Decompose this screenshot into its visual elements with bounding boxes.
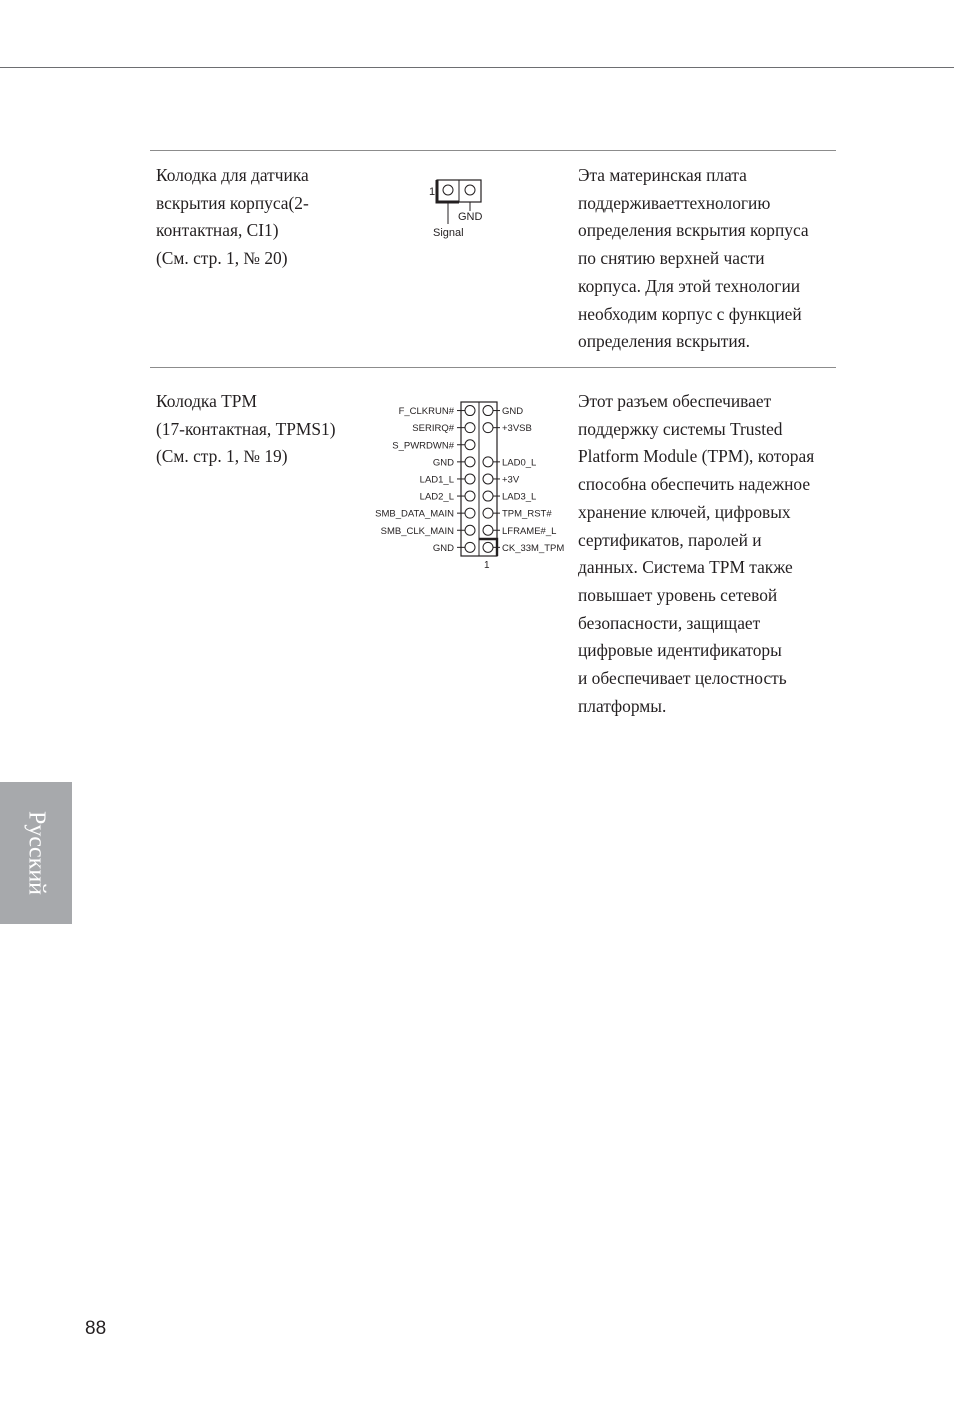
tpm-right-pin-label: TPM_RST# — [502, 508, 552, 520]
header-rule — [0, 67, 954, 68]
ci1-desc-line: необходим корпус с функцией — [578, 303, 802, 324]
tpm-left-pin-label: LAD1_L — [419, 474, 454, 486]
language-tab-label: Русский — [23, 811, 50, 895]
tpm-pin-circle — [483, 542, 493, 552]
ci1-name-line: вскрытия корпуса(2- — [156, 192, 309, 213]
tpm-right-pin-label: LAD3_L — [502, 491, 537, 503]
tpm-pin-circle — [465, 406, 475, 416]
tpm-desc-line: Platform Module (TPM), которая — [578, 446, 815, 467]
tpm-left-pin-label: SMB_CLK_MAIN — [380, 525, 454, 537]
ci1-signal-label: Signal — [433, 227, 464, 239]
tpm-right-pin-label: LFRAME#_L — [502, 525, 557, 537]
tpm-left-pin-label: LAD2_L — [419, 491, 454, 503]
tpm-pin-circle — [483, 525, 493, 535]
ci1-desc-line: корпуса. Для этой технологии — [578, 275, 801, 296]
tpm-right-pin-label: LAD0_L — [502, 457, 537, 469]
tpm-pin-circle — [465, 525, 475, 535]
tpm-description — [578, 388, 814, 720]
tpm-pin1-label: 1 — [484, 560, 490, 571]
ci1-desc-line: поддерживаеттехнологию — [578, 192, 771, 213]
tpm-pin-circle — [483, 491, 493, 501]
tpm-pin-circle — [465, 474, 475, 484]
tpm-left-pin-label: GND — [432, 542, 454, 554]
tpm-desc-line: Этот разъем обеспечивает — [578, 391, 772, 411]
table-row-divider — [150, 367, 836, 368]
tpm-pin-circle — [465, 423, 475, 433]
ci1-description — [578, 162, 809, 356]
tpm-pin-circle — [465, 491, 475, 501]
tpm-desc-line: сертификатов, паролей и — [578, 529, 762, 550]
tpm-pin-circle — [465, 440, 475, 450]
tpm-header-name — [156, 388, 336, 471]
tpm-right-pin-label: CK_33M_TPM — [502, 542, 565, 554]
ci1-pin-diagram — [424, 174, 494, 244]
tpm-left-pin-label: SERIRQ# — [412, 423, 454, 435]
ci1-pin1-label: 1 — [429, 186, 436, 198]
tpm-name-line: Колодка TPM — [156, 391, 257, 411]
tpm-left-pin-label: GND — [432, 457, 454, 469]
tpm-pin-circle — [483, 423, 493, 433]
tpm-desc-line: данных. Система TPM также — [578, 557, 793, 578]
tpm-desc-line: цифровые идентификаторы — [578, 640, 782, 661]
tpm-desc-line: поддержку системы Trusted — [578, 418, 783, 439]
ci1-desc-line: определения вскрытия корпуса — [578, 220, 809, 241]
ci1-desc-line: Эта материнская плата — [578, 165, 747, 185]
tpm-left-pin-label: SMB_DATA_MAIN — [375, 508, 454, 520]
ci1-pin-circle — [443, 185, 453, 195]
ci1-pin-circle — [465, 185, 475, 195]
tpm-desc-line: платформы. — [578, 695, 667, 716]
ci1-name-line: (См. стр. 1, № 20) — [156, 248, 288, 269]
tpm-left-pin-label: S_PWRDWN# — [392, 440, 454, 452]
tpm-pin-circle — [483, 457, 493, 467]
tpm-pin-circle — [465, 457, 475, 467]
tpm-pin-circle — [483, 474, 493, 484]
ci1-desc-line: по снятию верхней части — [578, 248, 765, 269]
table-top-rule — [150, 150, 836, 151]
tpm-pin-circle — [483, 508, 493, 518]
ci1-name-line: контактная, CI1) — [156, 220, 279, 241]
tpm-right-pin-label: GND — [502, 406, 524, 418]
tpm-pin-circle — [465, 542, 475, 552]
tpm-desc-line: способна обеспечить надежное — [578, 474, 811, 495]
tpm-left-pin-label: F_CLKRUN# — [398, 406, 454, 418]
ci1-gnd-label: GND — [458, 211, 483, 223]
tpm-right-pin-label: +3VSB — [502, 423, 532, 435]
tpm-desc-line: и обеспечивает целостность — [578, 668, 787, 689]
tpm-name-line: (17-контактная, TPMS1) — [156, 418, 336, 439]
tpm-right-pin-label: +3V — [502, 474, 520, 486]
ci1-desc-line: определения вскрытия. — [578, 331, 751, 352]
ci1-header-name — [156, 162, 309, 273]
ci1-name-line: Колодка для датчика — [156, 165, 309, 185]
tpm-desc-line: безопасности, защищает — [578, 612, 761, 633]
tpm-pin-diagram — [360, 398, 580, 574]
tpm-desc-line: повышает уровень сетевой — [578, 584, 778, 605]
page-number: 88 — [85, 1318, 107, 1339]
tpm-name-line: (См. стр. 1, № 19) — [156, 446, 288, 467]
ci1-pin1-marker — [437, 180, 459, 202]
language-side-tab — [0, 782, 72, 924]
tpm-pin-circle — [465, 508, 475, 518]
tpm-pin-circle — [483, 406, 493, 416]
tpm-desc-line: хранение ключей, цифровых — [578, 501, 791, 522]
